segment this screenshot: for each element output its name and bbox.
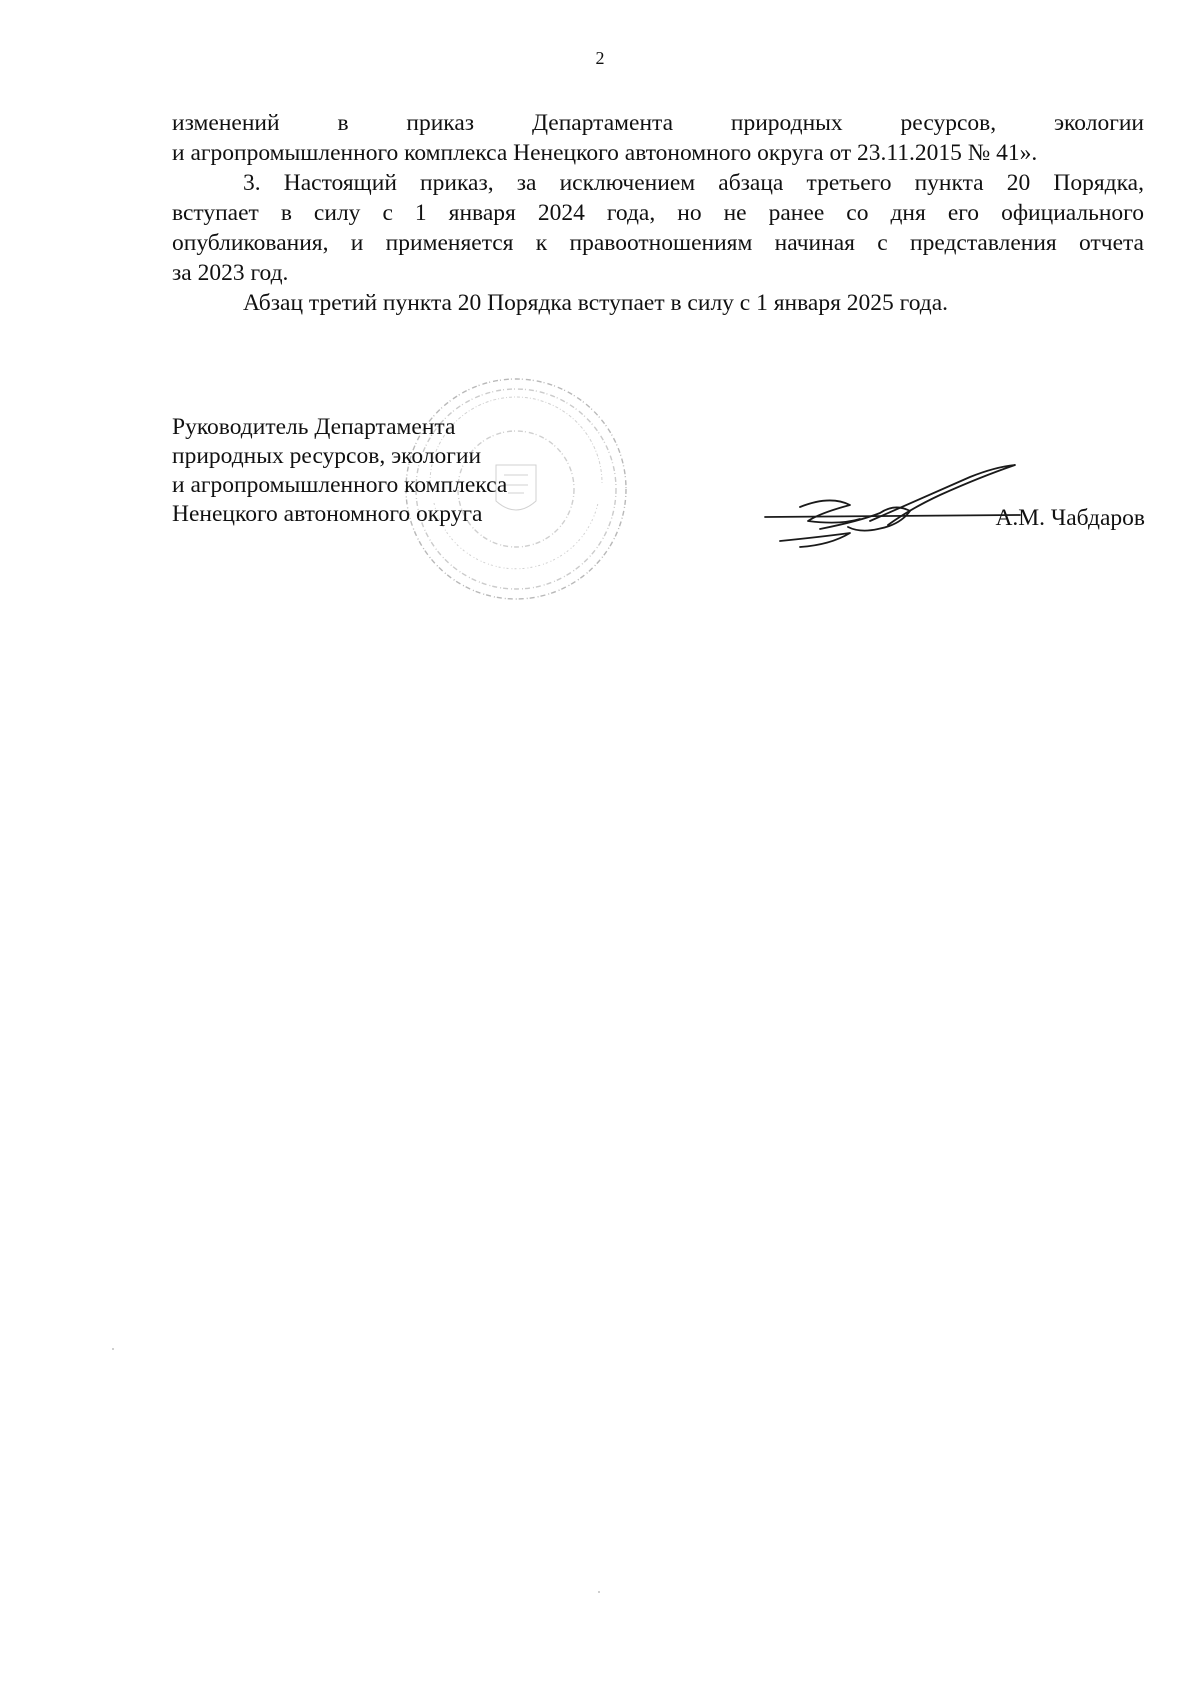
signature-block xyxy=(172,413,507,529)
signer-position-line-1: Руководитель Департамента xyxy=(172,414,456,440)
scan-artifact-dot xyxy=(598,1591,600,1593)
signature-underline-stroke xyxy=(765,515,1020,517)
paragraph-2-line-3: опубликования, и применяется к правоотношениям начиная с представления отчета xyxy=(172,230,1144,256)
page-number: 2 xyxy=(595,48,605,68)
scan-artifact-dot xyxy=(112,1348,114,1350)
document-body xyxy=(172,108,1144,318)
paragraph-2-line-4: за 2023 год. xyxy=(172,260,289,286)
paragraph-3-line-1: Абзац третий пункта 20 Порядка вступает в силу с 1 января 2025 года. xyxy=(243,290,949,316)
signature-tail xyxy=(780,533,850,547)
signer-name: А.М. Чабдаров xyxy=(995,505,1145,531)
paragraph-1-line-2: и агропромышленного комплекса Ненецкого автономного округа от 23.11.2015 № 41». xyxy=(172,140,1038,166)
paragraph-2-line-1: 3. Настоящий приказ, за исключением абзаца третьего пункта 20 Порядка, xyxy=(243,170,1144,196)
paragraph-2-line-2: вступает в силу с 1 января 2024 года, но не ранее со дня его официального xyxy=(172,200,1144,226)
handwritten-signature xyxy=(760,455,1030,555)
signer-position-line-2: природных ресурсов, экологии xyxy=(172,443,482,469)
signer-position-line-4: Ненецкого автономного округа xyxy=(172,501,483,527)
seal-emblem-detail xyxy=(504,475,528,493)
signature-loop-left xyxy=(800,500,860,522)
paragraph-1-line-1: изменений в приказ Департамента природных ресурсов, экологии xyxy=(172,110,1144,136)
signer-position-line-3: и агропромышленного комплекса xyxy=(172,472,508,498)
